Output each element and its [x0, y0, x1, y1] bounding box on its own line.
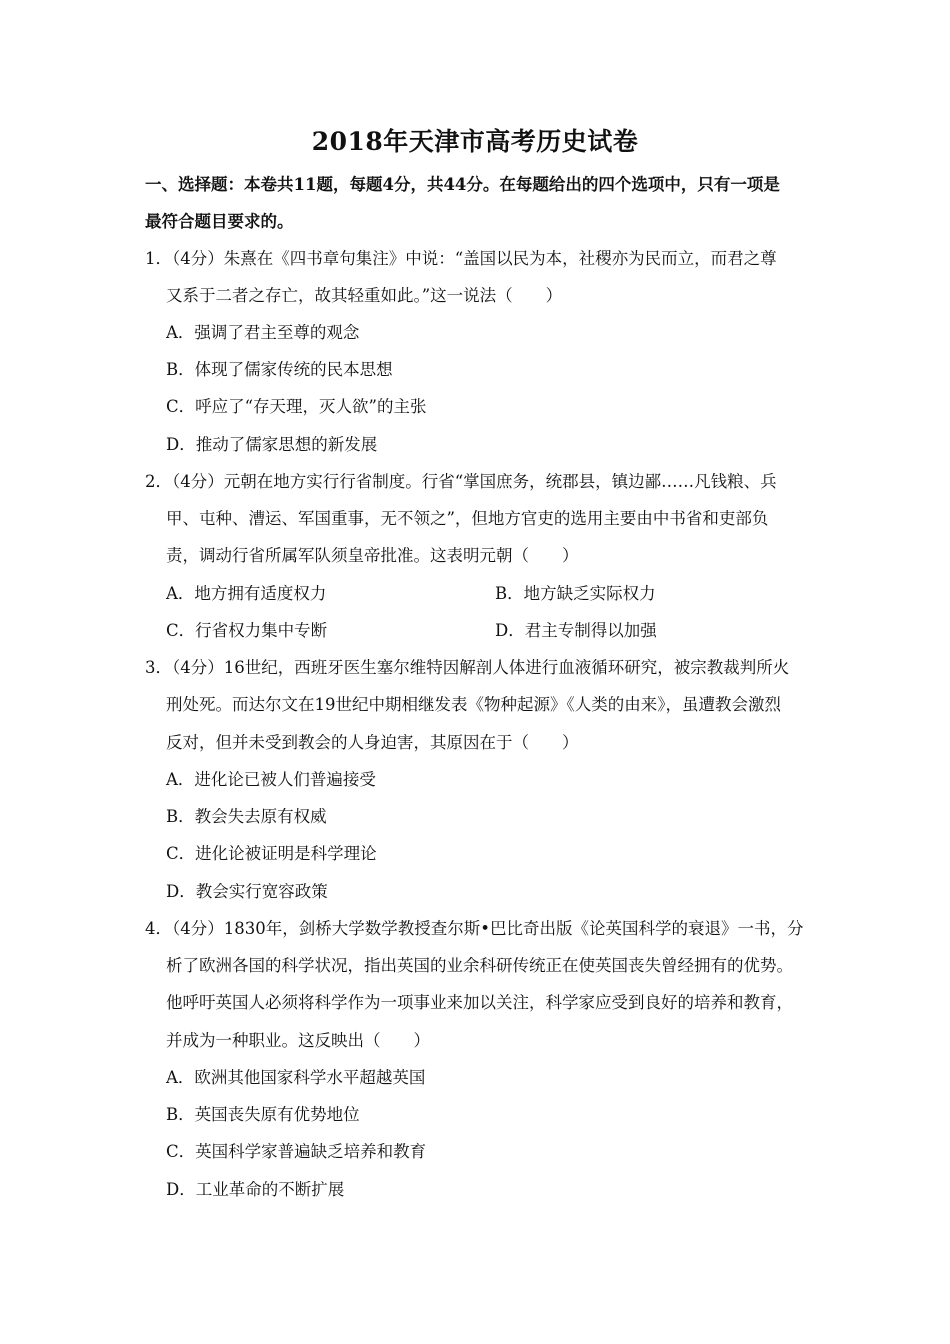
question-2-option-c: C．行省权力集中专断	[166, 621, 328, 640]
question-2-stem-line-1: 2．（4分）元朝在地方实行行省制度。行省“掌国庶务，统郡县，镇边鄙……凡钱粮、兵	[145, 472, 777, 491]
question-3-option-c: C．进化论被证明是科学理论	[166, 844, 377, 863]
question-1-option-d: D．推动了儒家思想的新发展	[166, 435, 378, 454]
question-1-option-a: A．强调了君主至尊的观念	[166, 323, 360, 342]
question-4-option-c: C．英国科学家普遍缺乏培养和教育	[166, 1142, 427, 1161]
question-4-stem-line-2: 析了欧洲各国的科学状况，指出英国的业余科研传统正在使英国丧失曾经拥有的优势。	[166, 956, 793, 975]
question-2-stem-line-3: 责，调动行省所属军队须皇帝批准。这表明元朝（ ）	[166, 546, 579, 565]
question-3-option-a: A．进化论已被人们普遍接受	[166, 770, 376, 789]
page-title: 2018年天津市高考历史试卷	[311, 127, 639, 156]
question-4-option-d: D．工业革命的不断扩展	[166, 1180, 345, 1199]
section-instructions-line-1: 一、选择题：本卷共11题，每题4分，共44分。在每题给出的四个选项中，只有一项是	[145, 175, 780, 194]
question-3-stem-line-3: 反对，但并未受到教会的人身迫害，其原因在于（ ）	[166, 733, 579, 752]
section-instructions-line-2: 最符合题目要求的。	[145, 212, 294, 231]
question-1-stem-line-2: 又系于二者之存亡，故其轻重如此。”这一说法（ ）	[166, 286, 563, 305]
question-3-stem-line-1: 3．（4分）16世纪，西班牙医生塞尔维特因解剖人体进行血液循环研究，被宗教裁判所火	[145, 658, 790, 677]
question-1-option-c: C．呼应了“存天理，灭人欲”的主张	[166, 397, 427, 416]
question-2-stem-line-2: 甲、屯种、漕运、军国重事，无不领之”，但地方官吏的选用主要由中书省和吏部负	[166, 509, 769, 528]
question-2-option-a: A．地方拥有适度权力	[166, 584, 327, 603]
question-3-option-b: B．教会失去原有权威	[166, 807, 327, 826]
question-2-option-b: B．地方缺乏实际权力	[495, 584, 656, 603]
question-4-option-a: A．欧洲其他国家科学水平超越英国	[166, 1068, 426, 1087]
question-1-option-b: B．体现了儒家传统的民本思想	[166, 360, 393, 379]
question-1-stem-line-1: 1．（4分）朱熹在《四书章句集注》中说：“盖国以民为本，社稷亦为民而立，而君之尊	[145, 249, 777, 268]
question-4-stem-line-4: 并成为一种职业。这反映出（ ）	[166, 1031, 430, 1050]
question-4-option-b: B．英国丧失原有优势地位	[166, 1105, 360, 1124]
question-3-option-d: D．教会实行宽容政策	[166, 882, 328, 901]
question-4-stem-line-3: 他呼吁英国人必须将科学作为一项事业来加以关注，科学家应受到良好的培养和教育，	[166, 993, 793, 1012]
question-2-option-d: D．君主专制得以加强	[495, 621, 657, 640]
question-3-stem-line-2: 刑处死。而达尔文在19世纪中期相继发表《物种起源》《人类的由来》，虽遭教会激烈	[166, 695, 781, 714]
question-4-stem-line-1: 4．（4分）1830年，剑桥大学数学教授查尔斯•巴比奇出版《论英国科学的衰退》一书，分	[145, 919, 804, 938]
